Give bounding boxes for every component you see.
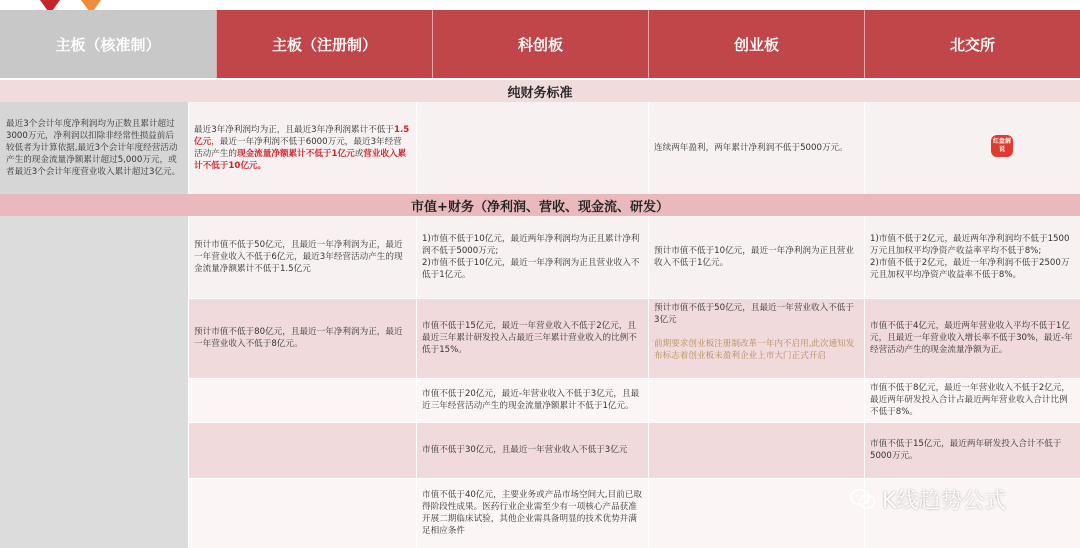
cell-text: 市值不低于40亿元，主要业务或产品市场空间大,目前已取得阶段性成果。医药行业企业需至少有一项核心产品获准开展二期临床试验，其他企业需具备明显的技术优势并满足相应条件	[422, 490, 642, 536]
cell-main-reg-r1	[188, 216, 416, 298]
section-pure-finance: 纯财务标准	[0, 80, 1080, 102]
top-strip	[0, 0, 1080, 10]
cell-text: 市值不低于8亿元，最近一年营业收入不低于2亿元，最近两年研发投入合计占最近两年营业收入合计比例不低于8%。	[870, 383, 1070, 417]
grid-line	[188, 102, 189, 194]
cell-gem-r2	[648, 298, 864, 378]
cell-main-approval-mv	[0, 216, 188, 548]
cell-text: 预计市值不低于10亿元，最近一年净利润为正且营业收入不低于1亿元。	[654, 246, 854, 268]
highlight-text: 营业收入累计不低于10亿元。	[194, 149, 407, 171]
grid-line	[864, 102, 865, 194]
cell-gem-r4	[648, 422, 864, 478]
header-main-approval: 主板（核准制）	[0, 10, 216, 78]
cell-text: 预计市值不低于50亿元，且最近一年净利润为正，最近一年营业收入不低于6亿元，最近3年经营活动产生的现金流量净额累计不低于1.5亿元	[194, 240, 403, 274]
cell-star-r4	[416, 422, 648, 478]
cell-star-r3	[416, 378, 648, 422]
highlight-text: 现金流量净额累计不低于1亿元	[236, 149, 355, 159]
grid-line	[416, 216, 417, 548]
cell-gem-r3	[648, 378, 864, 422]
cell-main-reg-pure	[188, 102, 416, 194]
watermark	[850, 484, 1006, 514]
cell-gem-pure	[648, 102, 864, 194]
cell-main-reg-r3	[188, 378, 416, 422]
watermark-text: K线趋势公式	[882, 488, 1007, 514]
gem-r2-main: 预计市值不低于50亿元，且最近一年营业收入不低于3亿元	[654, 303, 854, 325]
grid-line	[188, 422, 1080, 423]
cell-main-approval-pure	[0, 102, 188, 194]
grid-line	[188, 216, 189, 548]
cell-bse-r3	[864, 378, 1080, 422]
header-star-market: 科创板	[432, 10, 648, 78]
header-bse: 北交所	[864, 10, 1080, 78]
cell-gem-r1	[648, 216, 864, 298]
cell-text: 市值不低于20亿元，最近-年营业收入不低于3亿元，且最近三年经营活动产生的现金流量净额累计不低于1亿元。	[422, 389, 640, 411]
grid-line	[188, 378, 1080, 379]
header-gem: 创业板	[648, 10, 864, 78]
cell-text: 市值不低于15亿元，最近两年研发投入合计不低于5000万元。	[870, 439, 1062, 461]
cell-star-r1	[416, 216, 648, 298]
cell-main-reg-r2	[188, 298, 416, 378]
cell-star-r2	[416, 298, 648, 378]
header-main-registration: 主板（注册制）	[216, 10, 432, 78]
text-part: 或	[354, 149, 364, 159]
cell-bse-r1	[864, 216, 1080, 298]
cell-star-r5	[416, 478, 648, 548]
cell-main-reg-r5	[188, 478, 416, 548]
highlight-text: 1.5亿元	[194, 125, 410, 147]
cell-bse-pure	[864, 102, 1080, 194]
gem-r2-note: 前期要求创业板注册制改革一年内不启用,此次通知发布标志着创业板未盈利企业上市大门正式开启	[654, 339, 855, 361]
text-part: ，最近一年净利润不低于6000万元，最近3年经营活动产生的	[194, 137, 402, 159]
cell-text: 市值不低于4亿元，最近两年营业收入平均不低于1亿元，且最近一年营业收入增长率不低于30%，最近-年经营活动产生的现金流量净额为正。	[870, 321, 1073, 355]
cell-text: 1)市值不低于10亿元，最近两年净利润均为正且累计净利润不低于5000万元; 2)市值不低于10亿元，最近一年净利润为正且营业收入不低于1亿元。	[422, 234, 640, 280]
grid-line	[188, 298, 1080, 299]
red-badge-icon: 红盘解说	[991, 135, 1013, 157]
cell-star-pure	[416, 102, 648, 194]
cell-main-reg-r4	[188, 422, 416, 478]
wechat-icon	[850, 488, 876, 510]
cell-text: 最近3个会计年度净利润均为正数且累计超过3000万元，净利润以扣除非经常性损益前后较低者为计算依据,最近3个会计年度经营活动产生的现金流量净额累计超过5,000万元，或者最近3个会计年度营业收入累计超过3亿元。	[6, 119, 181, 177]
grid-line	[648, 216, 649, 548]
cell-text: 预计市值不低于80亿元，且最近一年净利润为正，最近一年营业收入不低于8亿元。	[194, 327, 403, 349]
grid-line	[648, 102, 649, 194]
grid-line	[416, 102, 417, 194]
cell-text: 1)市值不低于2亿元，最近两年净利润均不低于1500万元且加权平均净资产收益率平均不低于8%; 2)市值不低于2亿元，最近一年净利润不低于2500万元且加权平均净资产收益率不低于8%。	[870, 234, 1070, 280]
cell-text	[194, 124, 410, 172]
cell-bse-r2	[864, 298, 1080, 378]
cell-text	[654, 302, 858, 362]
cell-gem-r5	[648, 478, 864, 548]
cell-text: 市值不低于15亿元，最近一年营业收入不低于2亿元，且最近三年累计研发投入占最近三年累计营业收入的比例不低于15%。	[422, 321, 637, 355]
cell-text: 连续两年盈利，两年累计净利润不低于5000万元。	[654, 143, 848, 153]
text-part: 最近3年净利润均为正，且最近3年净利润累计不低于	[194, 125, 394, 135]
grid-line	[188, 478, 1080, 479]
cell-text: 市值不低于30亿元，且最近一年营业收入不低于3亿元	[422, 445, 628, 455]
section-market-value: 市值+财务（净利润、营收、现金流、研发）	[0, 194, 1080, 216]
cell-bse-r4	[864, 422, 1080, 478]
